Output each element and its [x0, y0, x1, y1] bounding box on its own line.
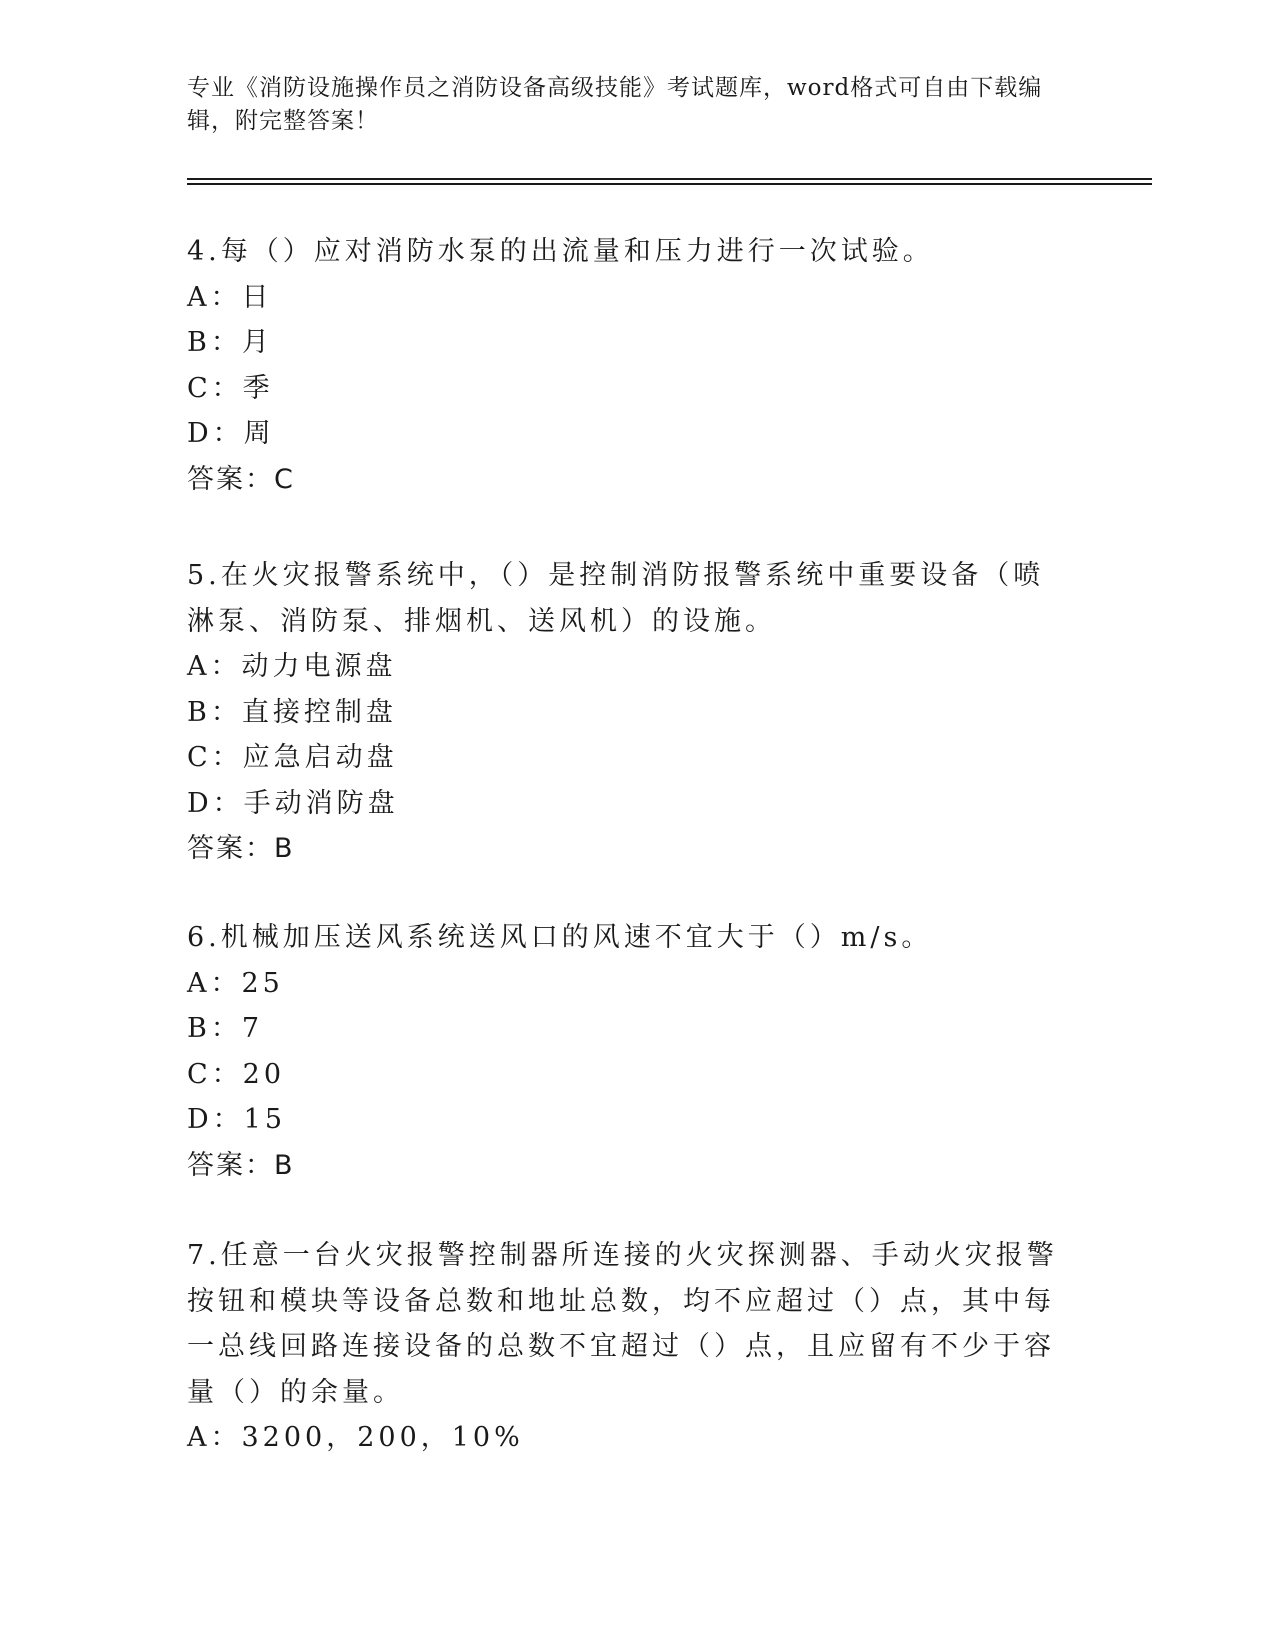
question-stem: 4.每（）应对消防水泵的出流量和压力进行一次试验。 [187, 236, 934, 267]
header-divider-bottom [187, 183, 1152, 185]
option-text: 直接控制盘 [241, 696, 397, 728]
option-label: D： [187, 1104, 244, 1135]
option-text: 日 [241, 281, 273, 313]
answer: 答案：B [187, 833, 295, 864]
question-6 [187, 915, 1067, 1188]
question-4 [187, 229, 1067, 502]
option-text: 应急启动盘 [242, 742, 398, 773]
option-label: A： [187, 281, 242, 313]
option-label: C： [187, 1058, 243, 1090]
option-b [187, 690, 1067, 736]
option-label: D： [187, 787, 244, 819]
header-divider-top [187, 178, 1152, 180]
option-label: C： [187, 742, 243, 773]
question-7 [187, 1233, 1067, 1461]
answer: 答案：B [187, 1149, 295, 1181]
option-label: A： [187, 967, 242, 999]
option-c [187, 1052, 1067, 1098]
question-stem: 7.任意一台火灾报警控制器所连接的火灾探测器、手动火灾报警按钮和模块等设备总数和地址总数，均不应超过（）点，其中每一总线回路连接设备的总数不宜超过（）点，且应留有不少于容量（）的余量。 [187, 1240, 1058, 1408]
option-text: 季 [242, 372, 274, 404]
option-a [187, 1415, 1067, 1461]
option-b [187, 1006, 1067, 1052]
option-label: C： [187, 372, 243, 404]
question-stem: 6.机械加压送风系统送风口的风速不宜大于（）m/s。 [187, 922, 933, 953]
option-text: 动力电源盘 [241, 651, 397, 682]
option-c [187, 366, 1067, 412]
option-text: 周 [243, 418, 275, 449]
option-text: 月 [241, 327, 273, 358]
option-a [187, 644, 1067, 690]
option-a [187, 961, 1067, 1007]
option-d [187, 781, 1067, 827]
option-label: D： [187, 418, 244, 449]
option-label: A： [187, 651, 242, 682]
answer: 答案：C [187, 463, 295, 495]
option-c [187, 735, 1067, 781]
option-text: 3200，200，10% [241, 1422, 524, 1453]
document-header: 专业《消防设施操作员之消防设备高级技能》考试题库，word格式可自由下载编辑，附完整答案！ [187, 75, 1043, 134]
question-stem: 5.在火灾报警系统中，（）是控制消防报警系统中重要设备（喷淋泵、消防泵、排烟机、送风机）的设施。 [187, 560, 1045, 637]
option-a [187, 275, 1067, 321]
option-text: 25 [241, 967, 284, 999]
option-label: B： [187, 327, 242, 358]
option-text: 15 [243, 1104, 287, 1135]
option-text: 手动消防盘 [243, 787, 399, 819]
option-d [187, 1097, 1067, 1143]
question-5 [187, 553, 1067, 872]
option-label: B： [187, 696, 242, 728]
option-label: B： [187, 1013, 242, 1044]
option-d [187, 411, 1067, 457]
option-b [187, 320, 1067, 366]
option-text: 7 [241, 1013, 264, 1044]
option-label: A： [187, 1422, 242, 1453]
option-text: 20 [242, 1058, 286, 1090]
